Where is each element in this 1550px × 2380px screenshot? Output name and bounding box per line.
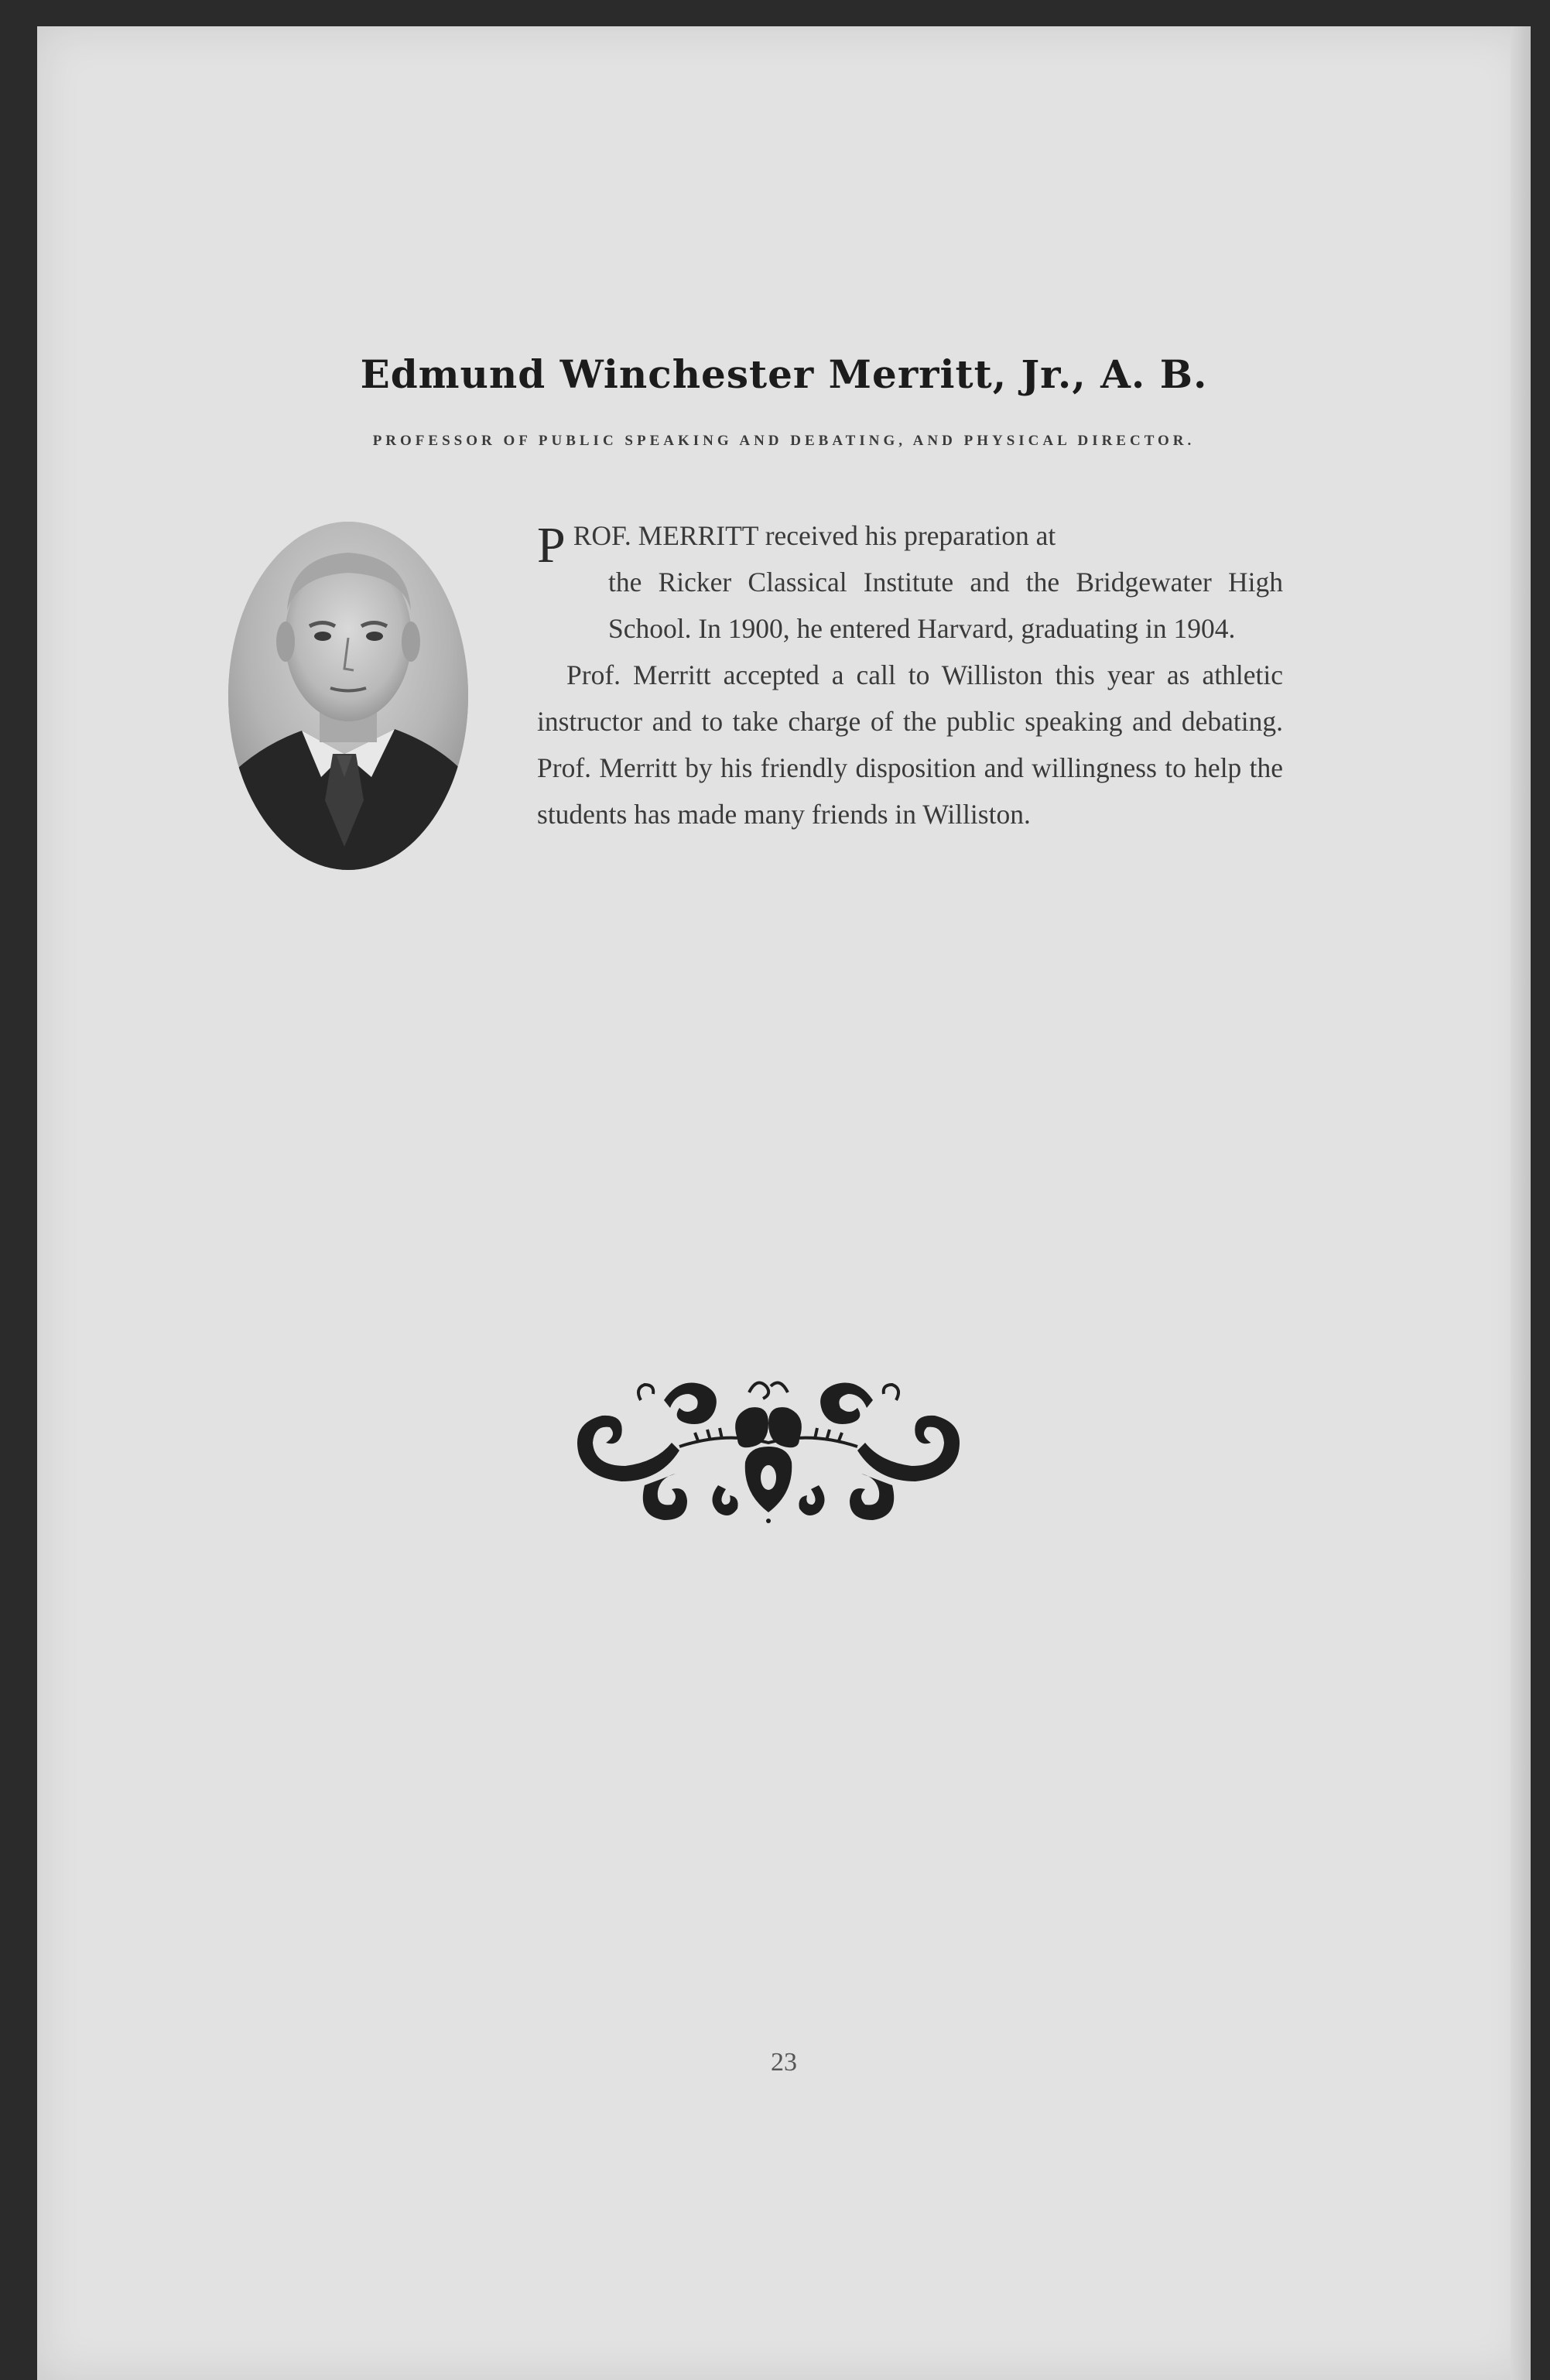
biography-paragraph-1 [537,512,1283,652]
page-title: Edmund Winchester Merritt, Jr., A. B. [360,351,1208,397]
biography-paragraph-2: Prof. Merritt accepted a call to Williston this year as athletic instructor and to take charge of the public speaking and debating. Prof. Merritt by his friendly disposition and willingness to help the students has made many friends in Williston. [537,659,1283,830]
book-page [37,26,1531,2380]
page-subtitle: PROFESSOR OF PUBLIC SPEAKING AND DEBATING, AND PHYSICAL DIRECTOR. [372,433,1196,449]
page-number: 23 [771,2048,797,2077]
portrait-photo [228,522,468,870]
biography-text [537,512,1283,837]
portrait-icon [228,522,468,870]
drop-cap: P [537,517,566,574]
floral-ornament-icon [563,1369,973,1524]
paragraph-1-first-line: ROF. MERRITT received his preparation at [573,520,1056,551]
paragraph-1-rest: the Ricker Classical Institute and the Bridgewater High School. In 1900, he entered Harvard, graduating in 1904. [608,567,1283,644]
